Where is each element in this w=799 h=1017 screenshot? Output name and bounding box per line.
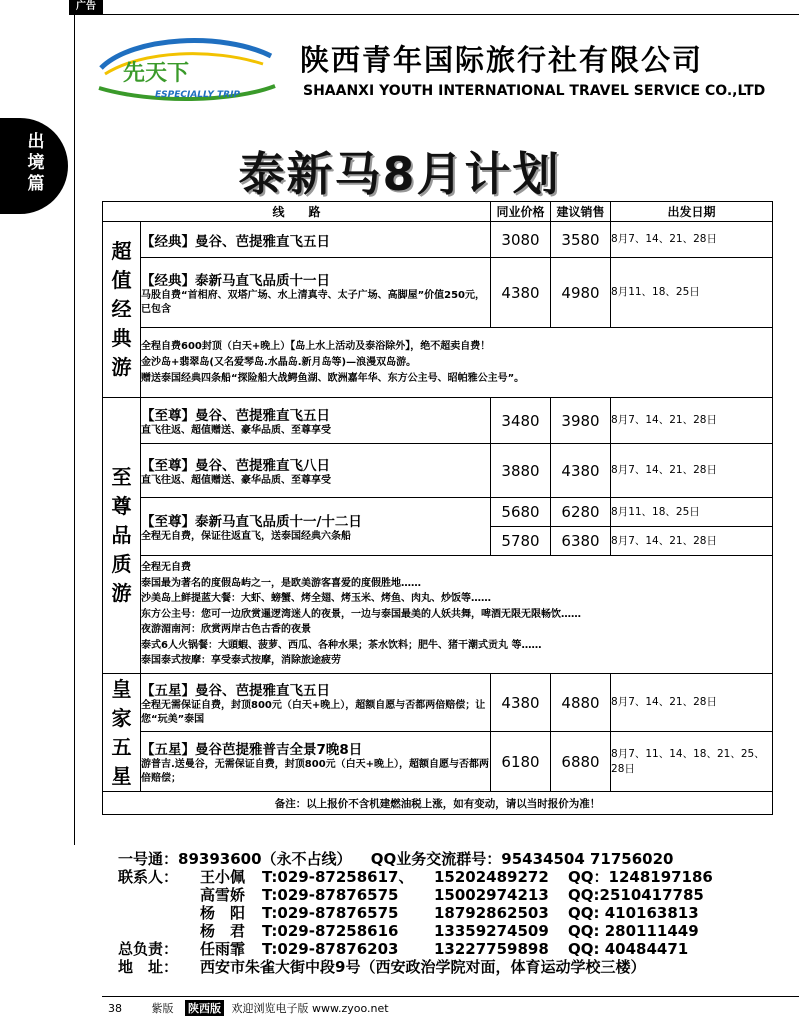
peer-price: 3080 — [491, 222, 551, 258]
route-description: 游普吉.送曼谷，无需保证自费，封顶800元（白天+晚上），超额自愿与否都两倍赔偿； — [141, 758, 490, 784]
contact-name: 杨 君 — [200, 922, 246, 940]
contact-block — [118, 850, 713, 976]
section-tab-label: 出 境 篇 — [27, 132, 45, 194]
contact-tel: T:029-87876575 — [262, 904, 399, 922]
route-title: 【五星】曼谷、芭提雅直飞五日 — [141, 682, 330, 699]
contact-tel: T:029-87876575 — [262, 886, 399, 904]
route-description: 全程无自费，保证往返直飞，送泰国经典六条船 — [141, 530, 351, 542]
manager-name: 任雨霏 — [200, 940, 246, 958]
footer-rule — [102, 996, 799, 997]
tour-price-table — [102, 201, 773, 815]
address-label: 地 址： — [118, 958, 179, 976]
route-title: 【至尊】曼谷、芭提雅直飞八日 — [141, 457, 330, 474]
route-description: 全程无需保证自费，封顶800元（白天+晚上），超额自愿与否都两倍赔偿；让您“玩美”泰国 — [141, 699, 486, 725]
contact-qq: QQ：1248197186 — [568, 868, 713, 886]
contact-row — [118, 904, 713, 922]
table-row — [103, 222, 773, 258]
peer-price: 4380 — [491, 674, 551, 732]
category-classic: 超值经典游 — [103, 222, 141, 398]
route-title: 【五星】曼谷芭提雅普吉全景7晚8日 — [141, 741, 363, 758]
contact-qq: QQ:2510417785 — [568, 886, 704, 904]
retail-price: 4380 — [551, 444, 611, 498]
edition-label: 紫版 — [151, 1002, 174, 1015]
contact-row — [118, 886, 713, 904]
logo-text: 先天下 — [123, 61, 190, 86]
table-row — [103, 674, 773, 732]
departure-dates: 8月7、14、21、28日 — [611, 674, 773, 732]
qq-group-label: QQ业务交流群号： — [370, 850, 502, 868]
page-number: 38 — [108, 1002, 122, 1015]
retail-price: 4980 — [551, 258, 611, 328]
contact-mobile: 15002974213 — [434, 886, 549, 904]
contact-mobile: 18792862503 — [434, 904, 549, 922]
manager-row — [118, 940, 713, 958]
contact-qq: QQ: 280111449 — [568, 922, 699, 940]
top-rule — [69, 14, 799, 15]
table-row — [103, 444, 773, 498]
route-description: 马股自费“首相府、双塔广场、水上清真寺、太子广场、高脚屋”价值250元，已包含 — [141, 289, 486, 315]
premium-notes: 全程无自费 泰国最为著名的度假岛屿之一，是欧美游客喜爱的度假胜地…… 沙美岛上鲜提蓝大餐：大虾、螃蟹、烤全翅、烤玉米、烤鱼、肉丸、炒饭等…… 东方公主号：您可一边欣赏暹逻湾迷人的夜景，一边与泰国最美的人妖共舞，啤酒无限无限畅饮…… 夜游湄南河：欣赏两岸古色古香的夜景 泰式6人火锅餐：大頭蝦、菠萝、西瓜、各种水果；茶水饮料；肥牛、猪干潮式贡丸 等…… 泰国泰式按摩：享受泰式按摩，消除旅途疲劳 — [141, 556, 773, 674]
retail-price: 6280 — [551, 498, 611, 527]
retail-price: 3980 — [551, 398, 611, 444]
company-name-en: SHAANXI YOUTH INTERNATIONAL TRAVEL SERVICE CO.,LTD — [303, 83, 766, 99]
contact-mobile: 13359274509 — [434, 922, 549, 940]
peer-price: 6180 — [491, 732, 551, 792]
qq-group-numbers: 95434504 71756020 — [501, 850, 674, 868]
route-description: 直飞往返、超值赠送、豪华品质、至尊享受 — [141, 474, 331, 486]
peer-price: 3880 — [491, 444, 551, 498]
contact-row — [118, 868, 713, 886]
peer-price: 3480 — [491, 398, 551, 444]
peer-price: 4380 — [491, 258, 551, 328]
category-royal: 皇家五星 — [103, 674, 141, 792]
peer-price: 5680 — [491, 498, 551, 527]
table-row — [103, 498, 773, 527]
contact-name: 高雪娇 — [200, 886, 246, 904]
category-premium: 至尊品质游 — [103, 398, 141, 674]
table-header-row — [103, 202, 773, 222]
route-title: 【经典】曼谷、芭提雅直飞五日 — [141, 233, 330, 250]
address-text: 西安市朱雀大街中段9号（西安政治学院对面，体育运动学校三楼） — [200, 958, 646, 976]
edition-badge: 陕西版 — [185, 1000, 224, 1016]
contact-tel: T:029-87258617、 — [262, 868, 414, 886]
page-title: 泰新马8月计划 — [238, 147, 561, 201]
notes-row — [103, 556, 773, 674]
contact-mobile: 15202489272 — [434, 868, 549, 886]
route-title: 【至尊】曼谷、芭提雅直飞五日 — [141, 407, 330, 424]
company-name-cn: 陕西青年国际旅行社有限公司 — [300, 43, 704, 77]
table-row — [103, 258, 773, 328]
peer-price: 5780 — [491, 527, 551, 556]
classic-notes: 全程自费600封顶（白天+晚上）【岛上水上活动及泰浴除外】，绝不超卖自费！ 金沙岛+翡翠岛(又名爱琴岛.水晶岛.新月岛等)—浪漫双岛游。 赠送泰国经典四条船“探险船大战鳄鱼湖、欧洲嘉年华、东方公主号、昭帕雅公主号”。 — [141, 328, 773, 398]
retail-price: 6880 — [551, 732, 611, 792]
contact-name: 杨 阳 — [200, 904, 246, 922]
manager-qq: QQ: 40484471 — [568, 940, 689, 958]
website-text[interactable]: 欢迎浏览电子版 www.zyoo.net — [231, 1002, 389, 1015]
logo-subtext: ESPECIALLY TRIP — [155, 90, 241, 100]
price-remark: 备注：以上报价不含机建燃油税上涨，如有变动，请以当时报价为准！ — [103, 792, 773, 815]
retail-price: 6380 — [551, 527, 611, 556]
departure-dates: 8月7、14、21、28日 — [611, 398, 773, 444]
contact-name: 王小佩 — [200, 868, 246, 886]
header-retail-price: 建议销售 — [551, 202, 611, 222]
route-description: 直飞往返、超值赠送、豪华品质、至尊享受 — [141, 424, 331, 436]
route-title: 【经典】泰新马直飞品质十一日 — [141, 272, 330, 289]
contact-qq: QQ: 410163813 — [568, 904, 699, 922]
contact-row — [118, 922, 713, 940]
header-peer-price: 同业价格 — [491, 202, 551, 222]
table-row — [103, 398, 773, 444]
manager-mobile: 13227759898 — [434, 940, 549, 958]
hotline-row — [118, 850, 713, 868]
departure-dates: 8月11、18、25日 — [611, 258, 773, 328]
contacts-label: 联系人： — [118, 868, 179, 886]
retail-price: 4880 — [551, 674, 611, 732]
departure-dates: 8月7、11、14、18、21、25、28日 — [611, 732, 773, 792]
retail-price: 3580 — [551, 222, 611, 258]
departure-dates: 8月7、14、21、28日 — [611, 222, 773, 258]
hotline-label: 一号通： — [118, 850, 179, 868]
header-route: 线 路 — [103, 202, 491, 222]
ad-label: 广告 — [69, 0, 103, 14]
manager-tel: T:029-87876203 — [262, 940, 399, 958]
address-row — [118, 958, 713, 976]
departure-dates: 8月7、14、21、28日 — [611, 527, 773, 556]
contact-tel: T:029-87258616 — [262, 922, 399, 940]
remark-row — [103, 792, 773, 815]
page-footer — [108, 1000, 389, 1016]
manager-label: 总负责： — [118, 940, 179, 958]
hotline-number: 89393600（永不占线） — [178, 850, 352, 868]
departure-dates: 8月7、14、21、28日 — [611, 444, 773, 498]
company-logo — [93, 30, 277, 108]
header-departure-dates: 出发日期 — [611, 202, 773, 222]
notes-row — [103, 328, 773, 398]
table-row — [103, 732, 773, 792]
route-title: 【至尊】泰新马直飞品质十一/十二日 — [141, 513, 362, 530]
departure-dates: 8月11、18、25日 — [611, 498, 773, 527]
